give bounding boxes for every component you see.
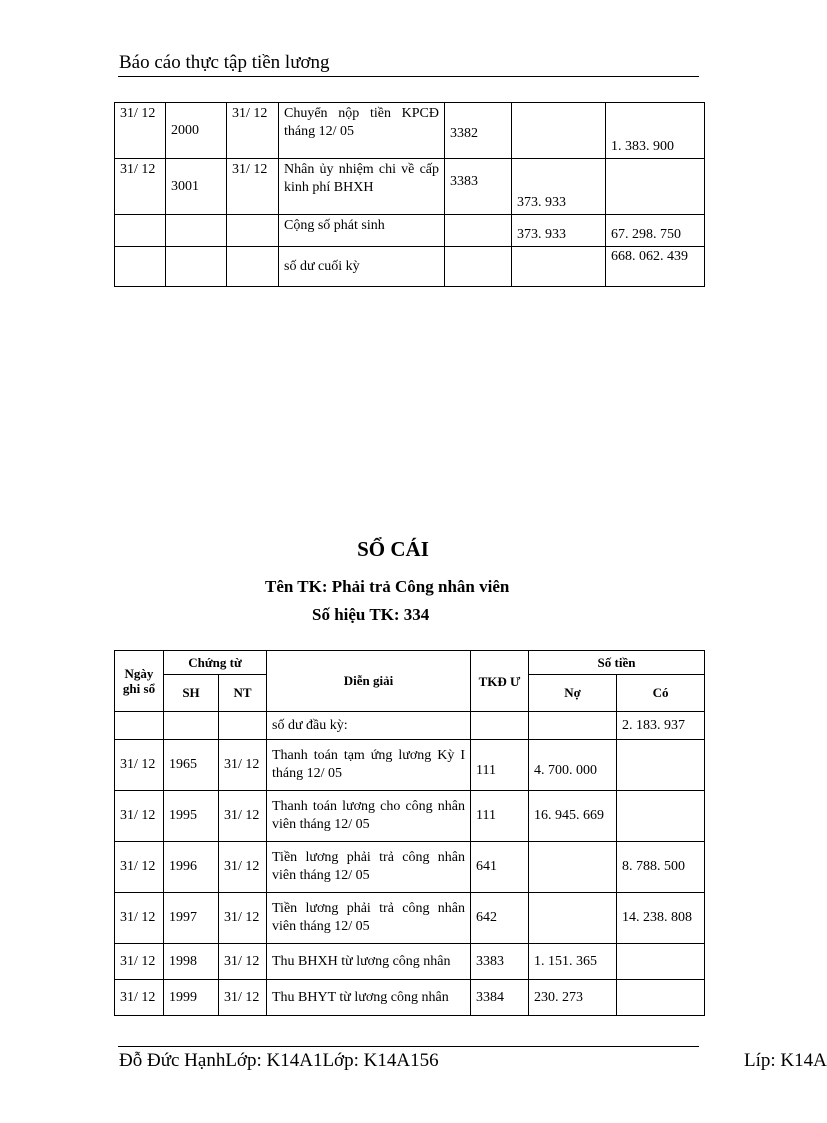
cell-dien-giai: Thanh toán lương cho công nhân viên tháng 12/ 05	[267, 791, 471, 842]
header-row	[115, 651, 705, 675]
cell-co: 2. 183. 937	[617, 712, 705, 740]
cell-sh: 3001	[166, 159, 227, 215]
cell-co	[617, 740, 705, 791]
cell-tk	[471, 712, 529, 740]
cell-tk: 641	[471, 842, 529, 893]
cell-sh: 2000	[166, 103, 227, 159]
cell-nt	[227, 247, 279, 287]
cell-sh	[166, 247, 227, 287]
cell-sh: 1999	[164, 980, 219, 1016]
cell-dien-giai: Cộng số phát sinh	[279, 215, 445, 247]
table-row	[115, 791, 705, 842]
cell-co	[617, 791, 705, 842]
cell-ngay: 31/ 12	[115, 944, 164, 980]
cell-nt: 31/ 12	[219, 791, 267, 842]
cell-sh: 1998	[164, 944, 219, 980]
cell-nt: 31/ 12	[227, 103, 279, 159]
cell-nt: 31/ 12	[227, 159, 279, 215]
table-row	[115, 159, 705, 215]
cell-tk: 3384	[471, 980, 529, 1016]
ledger-title: SỔ CÁI	[357, 537, 429, 561]
cell-dien-giai: Nhân ủy nhiệm chi về cấp kinh phí BHXH	[279, 159, 445, 215]
cell-dien-giai: Thanh toán tạm ứng lương Kỳ I tháng 12/ 05	[267, 740, 471, 791]
cell-sh: 1997	[164, 893, 219, 944]
header-ngay-ghi-so: Ngày ghi sổ	[115, 651, 164, 712]
cell-nt: 31/ 12	[219, 740, 267, 791]
header-chung-tu: Chứng từ	[164, 651, 267, 675]
cell-no	[529, 842, 617, 893]
table-row	[115, 215, 705, 247]
cell-ngay: 31/ 12	[115, 740, 164, 791]
cell-ngay	[115, 247, 166, 287]
cell-nt: 31/ 12	[219, 842, 267, 893]
cell-nt	[227, 215, 279, 247]
footer-class-overflow: Líp: K14A	[744, 1050, 827, 1071]
cell-dien-giai: Tiền lương phải trả công nhân viên tháng 12/ 05	[267, 893, 471, 944]
account-number: Số hiệu TK: 334	[312, 605, 430, 624]
table-row	[115, 980, 705, 1016]
table-row	[115, 893, 705, 944]
cell-ngay: 31/ 12	[115, 103, 166, 159]
cell-ngay: 31/ 12	[115, 980, 164, 1016]
cell-ngay: 31/ 12	[115, 893, 164, 944]
cell-no: 230. 273	[529, 980, 617, 1016]
header-co: Có	[617, 675, 705, 712]
cell-no: 4. 700. 000	[529, 740, 617, 791]
cell-tk: 3382	[445, 103, 512, 159]
cell-ngay: 31/ 12	[115, 791, 164, 842]
table-row	[115, 103, 705, 159]
cell-co	[617, 980, 705, 1016]
cell-no	[529, 712, 617, 740]
cell-dien-giai: số dư cuối kỳ	[279, 247, 445, 287]
header-sh: SH	[164, 675, 219, 712]
cell-co: 67. 298. 750	[606, 215, 705, 247]
cell-co: 668. 062. 439	[606, 247, 705, 287]
report-header-title: Báo cáo thực tập tiền lương	[119, 52, 330, 73]
cell-no: 1. 151. 365	[529, 944, 617, 980]
header-so-tien: Số tiền	[529, 651, 705, 675]
cell-co: 8. 788. 500	[617, 842, 705, 893]
cell-dien-giai: Thu BHXH từ lương công nhân	[267, 944, 471, 980]
cell-tk	[445, 247, 512, 287]
cell-tk: 111	[471, 791, 529, 842]
table-row	[115, 842, 705, 893]
cell-nt: 31/ 12	[219, 893, 267, 944]
header-nt: NT	[219, 675, 267, 712]
cell-no	[529, 893, 617, 944]
table-row	[115, 944, 705, 980]
cell-dien-giai: Tiền lương phải trả công nhân viên tháng 12/ 05	[267, 842, 471, 893]
cell-ngay: 31/ 12	[115, 159, 166, 215]
cell-dien-giai: Chuyển nộp tiền KPCĐ tháng 12/ 05	[279, 103, 445, 159]
account-name: Tên TK: Phải trả Công nhân viên	[265, 577, 510, 596]
header-no: Nợ	[529, 675, 617, 712]
cell-sh	[164, 712, 219, 740]
cell-ngay: 31/ 12	[115, 842, 164, 893]
cell-sh	[166, 215, 227, 247]
footer-author-class: Đỗ Đức HạnhLớp: K14A1Lớp: K14A156	[119, 1050, 439, 1071]
cell-ngay	[115, 215, 166, 247]
cell-dien-giai: Thu BHYT từ lương công nhân	[267, 980, 471, 1016]
cell-nt: 31/ 12	[219, 944, 267, 980]
ledger-table-334	[114, 650, 705, 1016]
cell-nt	[219, 712, 267, 740]
header-tkdu: TKĐ Ư	[471, 651, 529, 712]
table-row	[115, 247, 705, 287]
cell-nt: 31/ 12	[219, 980, 267, 1016]
cell-no: 373. 933	[512, 159, 606, 215]
cell-tk: 642	[471, 893, 529, 944]
header-divider	[118, 76, 699, 77]
cell-co	[617, 944, 705, 980]
ledger-table-continued	[114, 102, 705, 287]
footer-divider	[118, 1046, 699, 1047]
cell-sh: 1995	[164, 791, 219, 842]
cell-no	[512, 247, 606, 287]
cell-no	[512, 103, 606, 159]
table-row	[115, 740, 705, 791]
cell-tk	[445, 215, 512, 247]
cell-no: 16. 945. 669	[529, 791, 617, 842]
cell-co	[606, 159, 705, 215]
cell-sh: 1965	[164, 740, 219, 791]
cell-co: 1. 383. 900	[606, 103, 705, 159]
cell-co: 14. 238. 808	[617, 893, 705, 944]
table-row	[115, 712, 705, 740]
cell-tk: 111	[471, 740, 529, 791]
cell-sh: 1996	[164, 842, 219, 893]
cell-tk: 3383	[445, 159, 512, 215]
cell-no: 373. 933	[512, 215, 606, 247]
cell-tk: 3383	[471, 944, 529, 980]
cell-ngay	[115, 712, 164, 740]
cell-dien-giai: số dư đầu kỳ:	[267, 712, 471, 740]
header-dien-giai: Diễn giải	[267, 651, 471, 712]
